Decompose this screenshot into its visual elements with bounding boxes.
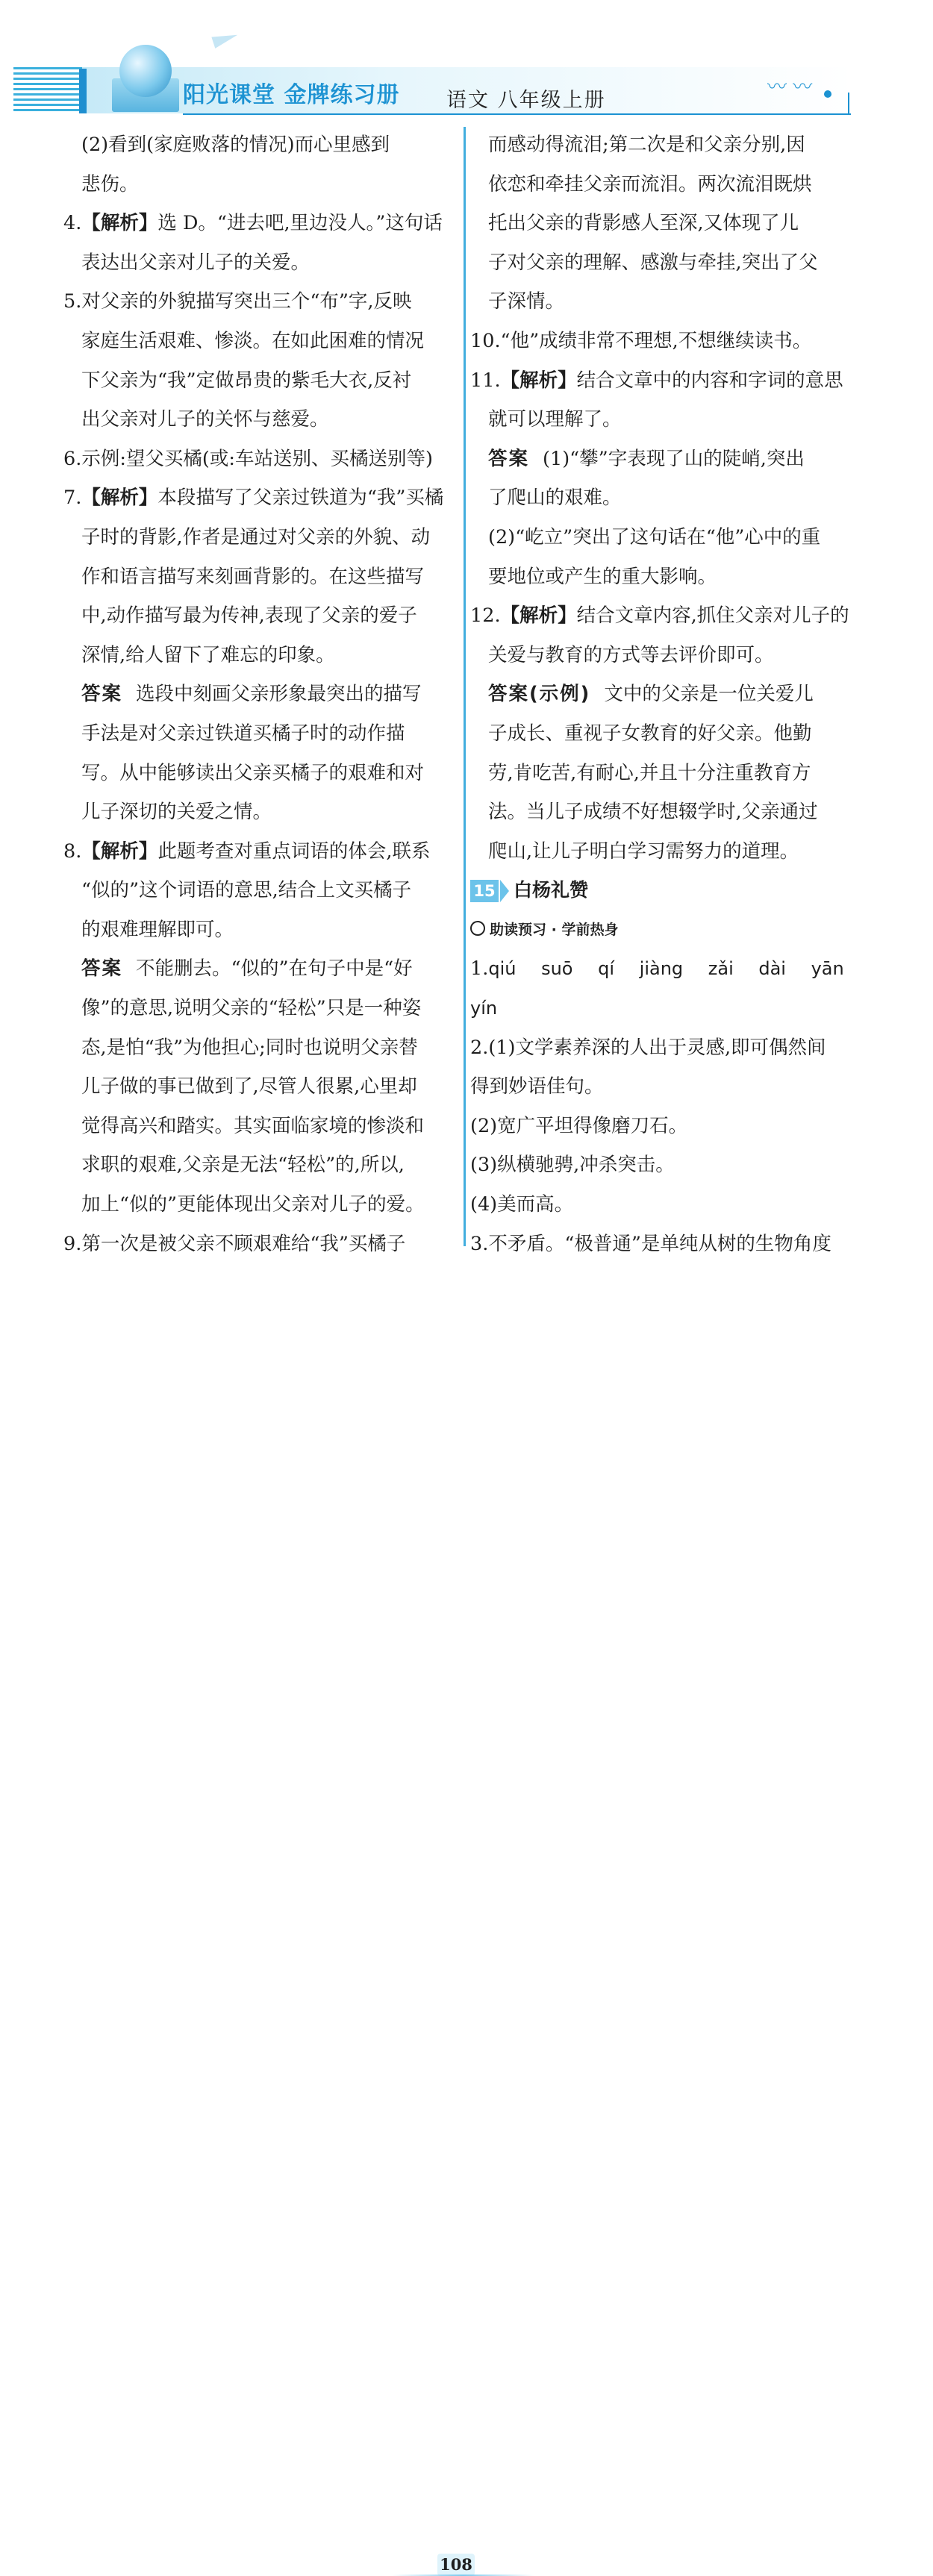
item-number: 11. (470, 369, 501, 392)
line-text: 深情,给人留下了难忘的印象。 (81, 643, 335, 666)
item-number: 8. (63, 840, 82, 863)
line-text: (4)美而高。 (470, 1193, 574, 1216)
text-line (470, 1028, 858, 1068)
text-line (470, 714, 858, 754)
text-line (63, 1185, 458, 1225)
line-text: 10.“他”成绩非常不理想,不想继续读书。 (470, 329, 812, 352)
line-text: 结合文章内容,抓住父亲对儿子的 (576, 604, 849, 628)
text-line (470, 675, 858, 714)
header-rule (183, 113, 851, 115)
line-text: 本段描写了父亲过铁道为“我”买橘 (157, 487, 444, 510)
line-text: (2)“屹立”突出了这句话在“他”心中的重 (488, 525, 821, 548)
section-bullet-icon (470, 921, 485, 936)
item-number: 1. (470, 957, 489, 981)
line-text: 不能删去。“似的”在句子中是“好 (136, 957, 413, 981)
line-text: 得到妙语佳句。 (470, 1075, 604, 1098)
text-line (63, 714, 458, 754)
text-line (470, 832, 858, 872)
text-line (63, 440, 458, 479)
header-rule-cap (848, 93, 849, 115)
line-text: 2.(1)文学素养深的人出于灵感,即可偶然间 (470, 1036, 826, 1059)
text-line (63, 675, 458, 714)
text-line (63, 125, 458, 165)
text-line (63, 910, 458, 950)
answer-label: 答案 (488, 447, 530, 470)
line-text: 3.不矛盾。“极普通”是单纯从树的生物角度 (470, 1232, 831, 1255)
line-text: 就可以理解了。 (488, 408, 622, 431)
text-line (63, 1107, 458, 1146)
text-line (470, 478, 858, 518)
line-text: 儿子做的事已做到了,尽管人很累,心里却 (81, 1075, 417, 1098)
header-dot (824, 90, 831, 98)
item-number: 4. (63, 212, 82, 235)
answer-label: 答案(示例) (488, 683, 591, 706)
text-line (470, 793, 858, 832)
text-line (470, 204, 858, 243)
text-line (470, 636, 858, 675)
text-line (63, 596, 458, 636)
line-text: 子对父亲的理解、感激与牵挂,突出了父 (488, 251, 818, 274)
answer-label: 答案 (81, 957, 123, 981)
line-text: 了爬山的艰难。 (488, 487, 622, 510)
item-number: 7. (63, 487, 82, 510)
text-line (470, 949, 858, 989)
analysis-tag: 【解析】 (500, 369, 577, 392)
column-divider (464, 127, 466, 1246)
text-line (63, 204, 458, 243)
analysis-tag: 【解析】 (500, 604, 577, 628)
line-text: 求职的艰难,父亲是无法“轻松”的,所以, (81, 1154, 405, 1177)
text-line (63, 243, 458, 283)
right-column-preview-answers (470, 949, 858, 1263)
text-line (63, 1028, 458, 1068)
analysis-tag: 【解析】 (81, 212, 158, 235)
text-line (470, 989, 858, 1028)
page-number: 108 (437, 2554, 475, 2576)
text-line (470, 1185, 858, 1225)
line-text: 下父亲为“我”定做昂贵的紫毛大衣,反衬 (81, 369, 412, 392)
series-title: 阳光课堂 金牌练习册 (183, 82, 400, 108)
header-bar (79, 69, 87, 113)
line-text: 出父亲对儿子的关怀与慈爱。 (81, 408, 329, 431)
line-text: 子成长、重视子女教育的好父亲。他勤 (488, 722, 812, 745)
text-line (63, 518, 458, 557)
text-line (63, 557, 458, 597)
left-column (63, 125, 458, 1263)
text-line (470, 400, 858, 440)
text-line (470, 322, 858, 361)
text-line (470, 1145, 858, 1185)
lesson-title: 白杨礼赞 (514, 879, 589, 901)
text-line (63, 1145, 458, 1185)
line-text: 要地位或产生的重大影响。 (488, 565, 717, 588)
text-line (470, 282, 858, 322)
paper-plane-icon (211, 29, 239, 49)
text-line (63, 322, 458, 361)
line-text: 托出父亲的背影感人至深,又体现了儿 (488, 212, 799, 235)
line-text: 6.示例:望父买橘(或:车站送别、买橘送别等) (63, 447, 433, 470)
line-text: 爬山,让儿子明白学习需努力的道理。 (488, 840, 799, 863)
line-text: (1)“攀”字表现了山的陡峭,突出 (543, 447, 805, 470)
line-text: 觉得高兴和踏实。其实面临家境的惨淡和 (81, 1114, 425, 1137)
item-number: 12. (470, 604, 501, 628)
text-line (470, 557, 858, 597)
text-line (63, 478, 458, 518)
subject-grade: 语文 八年级上册 (446, 89, 606, 112)
line-text: 劳,肯吃苦,有耐心,并且十分注重教育方 (488, 761, 811, 784)
text-line (63, 361, 458, 401)
line-text: 子深情。 (488, 290, 565, 313)
line-text: 手法是对父亲过铁道买橘子时的动作描 (81, 722, 405, 745)
right-column-answers (470, 125, 858, 871)
line-text: 法。当儿子成绩不好想辍学时,父亲通过 (488, 801, 818, 824)
answer-label: 答案 (81, 683, 123, 706)
analysis-tag: 【解析】 (81, 840, 158, 863)
text-line (470, 596, 858, 636)
line-text: 关爱与教育的方式等去评价即可。 (488, 643, 774, 666)
line-text: 文中的父亲是一位关爱儿 (604, 683, 814, 706)
text-line (63, 1067, 458, 1107)
lesson-number: 15 (470, 880, 499, 902)
page-header (0, 0, 933, 127)
line-text: 依恋和牵挂父亲而流泪。两次流泪既烘 (488, 172, 812, 196)
text-line (470, 243, 858, 283)
lesson-heading (470, 871, 858, 910)
birds-icon: 〰 〰 (767, 76, 813, 99)
line-text: 像”的意思,说明父亲的“轻松”只是一种姿 (81, 997, 422, 1020)
text-line (63, 989, 458, 1028)
line-text: 表达出父亲对儿子的关爱。 (81, 251, 311, 274)
line-text: (2)宽广平坦得像磨刀石。 (470, 1114, 688, 1137)
line-text: 悲伤。 (81, 172, 139, 196)
text-line (470, 440, 858, 479)
right-column (470, 125, 858, 1263)
pinyin-answer: yín (470, 998, 498, 1019)
line-text: 儿子深切的关爱之情。 (81, 801, 272, 824)
line-text: 9.第一次是被父亲不顾艰难给“我”买橘子 (63, 1232, 406, 1255)
text-line (470, 754, 858, 793)
text-line (63, 636, 458, 675)
text-line (63, 871, 458, 910)
line-text: (2)看到(家庭败落的情况)而心里感到 (81, 134, 390, 156)
line-text: 5.对父亲的外貌描写突出三个“布”字,反映 (63, 290, 412, 313)
line-text: 结合文章中的内容和字词的意思 (576, 369, 843, 392)
line-text: 此题考查对重点词语的体会,联系 (157, 840, 431, 863)
line-text: 中,动作描写最为传神,表现了父亲的爱子 (81, 604, 417, 628)
text-line (63, 793, 458, 832)
text-line (470, 125, 858, 165)
line-text: 子时的背影,作者是通过对父亲的外貌、动 (81, 525, 431, 548)
text-line (470, 1225, 858, 1264)
text-line (470, 361, 858, 401)
line-text: 选段中刻画父亲形象最突出的描写 (136, 683, 422, 706)
text-line (63, 1225, 458, 1264)
line-text: 的艰难理解即可。 (81, 918, 234, 941)
text-line (470, 518, 858, 557)
line-text: 写。从中能够读出父亲买橘子的艰难和对 (81, 761, 425, 784)
line-text: 而感动得流泪;第二次是和父亲分别,因 (488, 134, 805, 156)
text-line (470, 165, 858, 204)
section-heading: 助读预习 · 学前热身 (470, 910, 858, 950)
text-line (470, 1107, 858, 1146)
line-text: 家庭生活艰难、惨淡。在如此困难的情况 (81, 329, 425, 352)
line-text: 态,是怕“我”为他担心;同时也说明父亲替 (81, 1036, 418, 1059)
line-text: 作和语言描写来刻画背影的。在这些描写 (81, 565, 425, 588)
globe-icon (119, 45, 172, 97)
text-line (470, 1067, 858, 1107)
text-line (63, 949, 458, 989)
line-text: “似的”这个词语的意思,结合上文买橘子 (81, 879, 412, 902)
text-line (63, 400, 458, 440)
header-stripes (13, 67, 82, 113)
text-line (63, 282, 458, 322)
line-text: 选 D。“进去吧,里边没人。”这句话 (157, 212, 443, 235)
chevron-right-icon (500, 880, 509, 902)
text-line (63, 165, 458, 204)
line-text: (3)纵横驰骋,冲杀突击。 (470, 1154, 675, 1177)
analysis-tag: 【解析】 (81, 487, 158, 510)
text-line (63, 754, 458, 793)
pinyin-answer: qiú suō qí jiàng zǎi dài yān (488, 958, 844, 980)
text-line (63, 832, 458, 872)
line-text: 加上“似的”更能体现出父亲对儿子的爱。 (81, 1193, 425, 1216)
page-footer (0, 1276, 933, 2574)
